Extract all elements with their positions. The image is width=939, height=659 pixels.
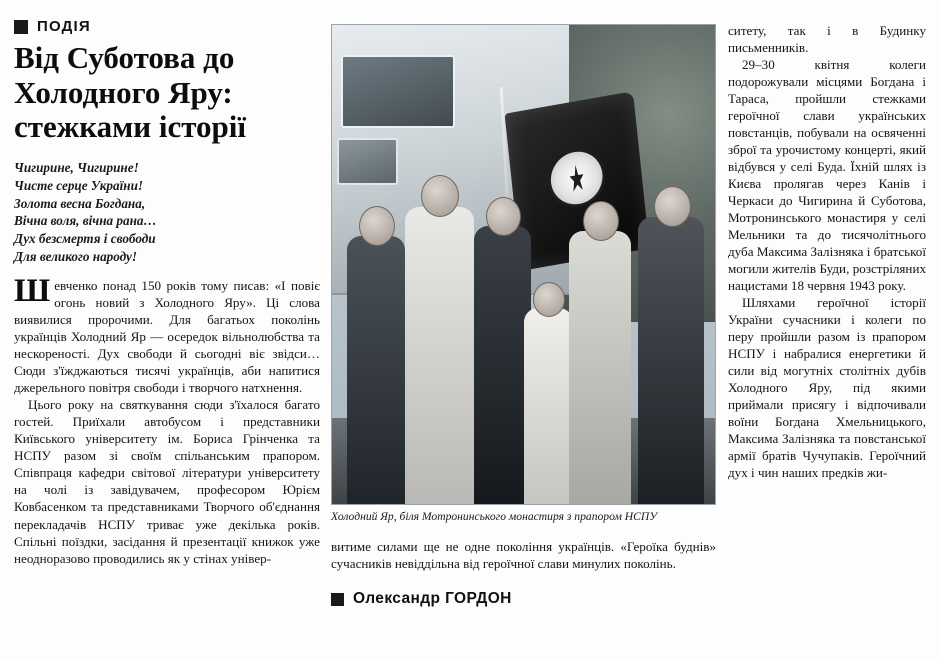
- photo-bus-window: [337, 138, 398, 185]
- paragraph: ситету, так і в Будинку письменників.: [728, 23, 926, 56]
- author-name: Олександр ГОРДОН: [353, 590, 512, 608]
- section-kicker: [14, 18, 320, 35]
- photo-caption: Холодний Яр, біля Мотронинського монастиря з прапором НСПУ: [331, 510, 658, 523]
- paragraph: [14, 273, 320, 396]
- photo-person: [405, 207, 474, 504]
- photo-person: [474, 226, 531, 504]
- left-body-text: [14, 273, 320, 566]
- byline: [331, 589, 716, 609]
- photo-person: [638, 217, 703, 504]
- photo-bus-window: [341, 55, 454, 129]
- photo-person-child: [524, 308, 574, 504]
- paragraph: Цього року на святкування сюди з'їхалося багато гостей. Приїхали автобусом і представники Київського університету ім. Бориса Грінченка та НСПУ разом зі своїм спільанським прапором. Співпраця кафедри світової літератури університету на чолі із завідувачем, професором Юрієм Ковбасенком та представниками Творчого об'єднання перекладачів НСПУ триває уже декілька років. Спільні поїздки, засідання й презентації книжок уже неодноразово проводились як у стінах універ-: [14, 397, 320, 566]
- paragraph: Шляхами героїчної історії України сучасники і колеги по перу пройшли разом із прапором НСПУ і набралися енергетики й сили від могутніх столітніх дубів Холодного Яру, під якими приймали присягу і відпочивали воїни Богдана Хмельницького, Максима Залізняка та повстанської армії братів Чучупаків. Героїчний дух і чин наших предків жи-: [728, 295, 926, 481]
- bullet-square-icon: [331, 593, 344, 606]
- photo-person-head: [359, 206, 395, 246]
- center-column: [331, 24, 716, 608]
- poem-line: Чигирине, Чигирине!: [14, 160, 139, 176]
- poem-epigraph: [14, 159, 320, 265]
- poem-line: Дух безсмертя і свободи: [14, 230, 156, 246]
- left-column: [14, 18, 320, 643]
- right-column: [728, 22, 926, 481]
- drop-cap: Ш: [14, 273, 51, 310]
- paragraph: 29–30 квітня колеги подорожували місцями Богдана і Тараса, пройшли стежками героїчної слави українських повстанців, побували на освяченні зброї та урочистому концерті, який відбувся у селі Буда. Їхній шлях із Києва пролягав через Канів і Черкаси до Чигирина й Суботова, Мотронинського монастиря у селі Мельники та до тисячолітнього дуба Максима Залізняка і братської могили жителів Буди, розстріляних нацистами 18 червня 1943 року.: [728, 57, 926, 294]
- photo-flag-emblem: [548, 147, 605, 208]
- article-photo: [331, 24, 716, 505]
- photo-person-head: [421, 175, 459, 217]
- page-title: Від Суботова до Холодного Яру: стежками історії: [14, 40, 247, 145]
- poem-line: Для великого народу!: [14, 248, 138, 264]
- bullet-square-icon: [14, 20, 28, 34]
- photo-person-head: [533, 282, 565, 317]
- center-bottom-text: [331, 538, 716, 609]
- paragraph-text: евченко понад 150 років тому писав: «І повіє огонь новий з Холодного Яру». Ці слова виявилися пророчими. Для багатьох поколінь українців Холодний Яр — осередок вільнолюбства та нескореності. Дух свободи й сьогодні віє звідси… Сюди з'їжджаються тисячі українців, аби напитися джерельного повітря свободи і творчого натхнення.: [14, 278, 320, 396]
- poem-line: Золота весна Богдана,: [14, 195, 146, 211]
- photo-person-head: [486, 197, 521, 236]
- poem-line: Вічна воля, вічна рана…: [14, 213, 157, 229]
- photo-person: [569, 231, 630, 504]
- poem-line: Чисте серце України!: [14, 177, 144, 193]
- photo-person-head: [654, 186, 691, 227]
- photo-person-head: [583, 201, 619, 241]
- photo-person: [347, 236, 404, 504]
- kicker-label: ПОДІЯ: [37, 18, 91, 35]
- paragraph: витиме силами ще не одне покоління українців. «Героїка буднів» сучасників невіддільна від героїчної слави минулих поколінь.: [331, 539, 716, 572]
